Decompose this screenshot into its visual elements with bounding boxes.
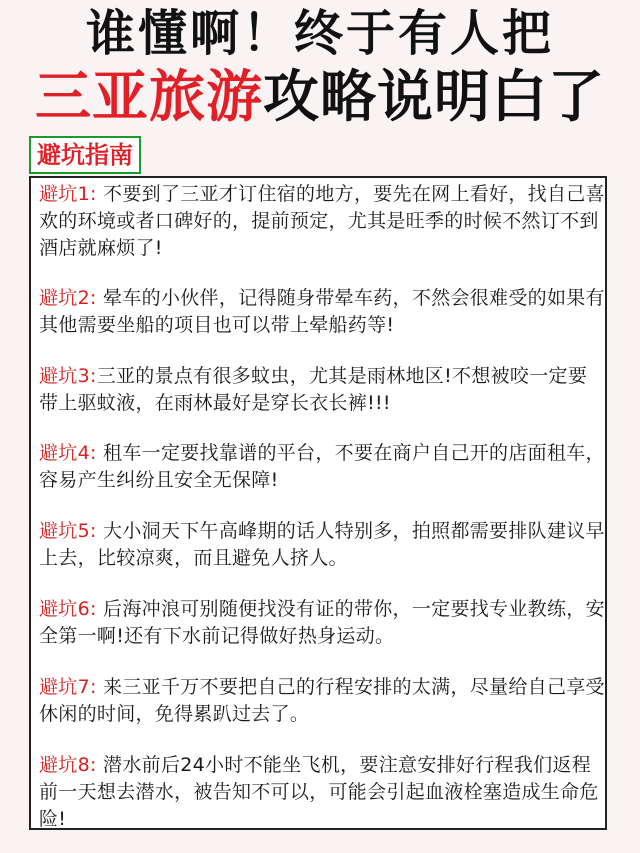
tip-7 xyxy=(39,674,605,728)
title-highlight: 三亚旅游 xyxy=(35,65,263,130)
tip-text: 潜水前后24小时不能坐飞机，要注意安排好行程我们返程前一天想去潜水，被告知不可以，可能会引起血液栓塞造成生命危险! xyxy=(39,754,599,830)
tip-label: 避坑8: xyxy=(39,754,97,776)
tip-text: 晕车的小伙伴，记得随身带晕车药，不然会很难受的如果有其他需要坐船的项目也可以带上晕船药等! xyxy=(39,287,605,336)
tip-5 xyxy=(39,518,605,572)
tip-8 xyxy=(39,752,605,833)
section-tag: 避坑指南 xyxy=(29,136,141,174)
tip-text: 来三亚千万不要把自己的行程安排的太满，尽量给自己享受休闲的时间，免得累趴过去了。 xyxy=(39,676,605,725)
tip-3 xyxy=(39,363,605,417)
tip-4 xyxy=(39,440,605,494)
tip-label: 避坑2: xyxy=(39,287,97,309)
tip-text: 不要到了三亚才订住宿的地方，要先在网上看好，找自己喜欢的环境或者口碑好的，提前预定，尤其是旺季的时候不然订不到酒店就麻烦了! xyxy=(39,183,605,259)
tip-text: 三亚的景点有很多蚊虫，尤其是雨林地区!不想被咬一定要带上驱蚊液，在雨林最好是穿长衣长裤!!! xyxy=(39,365,588,414)
tip-label: 避坑7: xyxy=(39,676,97,698)
tips-box xyxy=(29,176,607,830)
tip-label: 避坑5: xyxy=(39,520,97,542)
tip-label: 避坑3: xyxy=(39,365,97,387)
title-line-2 xyxy=(0,65,640,130)
tip-label: 避坑1: xyxy=(39,183,97,205)
tip-1 xyxy=(39,181,605,262)
tip-label: 避坑6: xyxy=(39,598,97,620)
tip-label: 避坑4: xyxy=(39,442,97,464)
title-rest: 攻略说明白了 xyxy=(263,65,605,130)
tip-text: 后海冲浪可别随便找没有证的带你，一定要找专业教练，安全第一啊!还有下水前记得做好热身运动。 xyxy=(39,598,605,647)
title-line-1: 谁懂啊！终于有人把 xyxy=(85,5,554,62)
tip-text: 大小洞天下午高峰期的话人特别多，拍照都需要排队建议早上去，比较凉爽，而且避免人挤人。 xyxy=(39,520,605,569)
tip-2 xyxy=(39,285,605,339)
tip-text: 租车一定要找靠谱的平台，不要在商户自己开的店面租车，容易产生纠纷且安全无保障! xyxy=(39,442,605,491)
tip-6 xyxy=(39,596,605,650)
